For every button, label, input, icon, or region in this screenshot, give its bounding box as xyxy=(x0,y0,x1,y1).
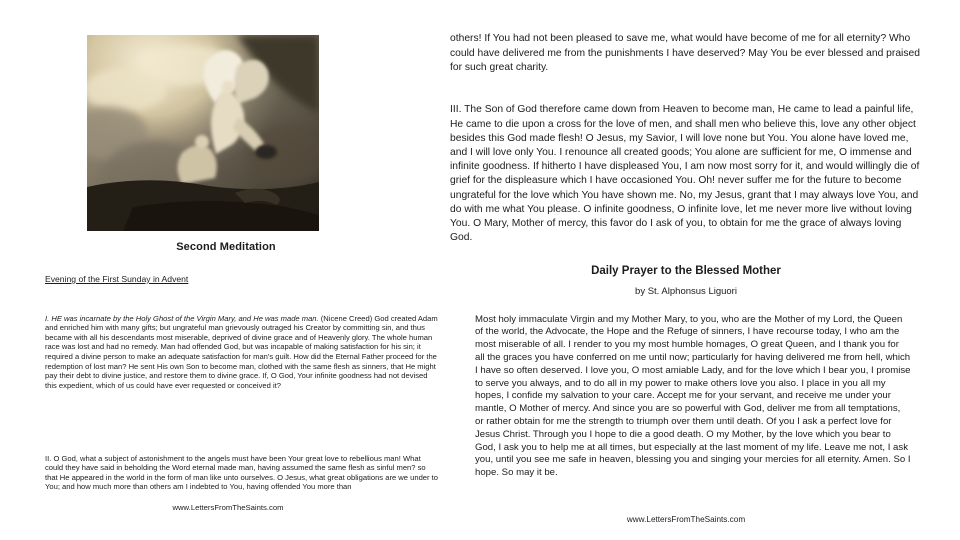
angel-painting-illustration xyxy=(87,35,319,231)
meditation-paragraph-3: III. The Son of God therefore came down from Heaven to become man, He came to lead a painful life, He came to die upon a cross for the love of men, and shall men who believe this, love any other object besides this God made flesh! O Jesus, my Savior, I will love none but You. You alone have loved me, and I will love only You. I renounce all created goods; You alone are sufficient for me, O immense and infinite goodness. If hitherto I have displeased You, I am now most sorry for it, and would willingly die of grief for the displeasure which I have occasioned You. Oh! never suffer me for the future to become ungrateful for the love which You have shown me. No, my Jesus, grant that I may always love You, and do with me what You please. O infinite goodness, O infinite love, let me never more live without loving You. O Mary, Mother of mercy, this favor do I ask of you, to obtain for me the grace of always loving God. xyxy=(450,104,920,244)
prayer-text: Most holy immaculate Virgin and my Mother Mary, to you, who are the Mother of my Lord, the Queen of the world, the Advocate, the Hope and the Refuge of sinners, I have recourse today, I who am the most miserable of all. I render to you my most humble homages, O great Queen, and I thank you for all the graces you have conferred on me until now; particularly for having delivered me from hell, which I have so often deserved. I love you, O most amiable Lady, and for the love which I bear you, I promise to serve you always, and to do all in my power to make others love you also. I place in you all my hopes, I confide my salvation to your care. Accept me for your servant, and receive me under your mantle, O Mother of mercy. And since you are so powerful with God, deliver me from all temptations, or rather obtain for me the strength to triumph over them until death. Of you I ask a perfect love for Jesus Christ. Through you I hope to die a good death. O my Mother, by the love which you bear to God, I ask you to help me at all times, but especially at the last moment of my life. Leave me not, I ask you, until you see me safe in heaven, blessing you and singing your mercies for all eternity. Amen. So I hope. So may it be. xyxy=(475,313,911,479)
meditation-painting xyxy=(87,35,319,231)
meditation-paragraph-1 xyxy=(45,314,438,391)
meditation-paragraph-2-continued: others! If You had not been pleased to save me, what would have become of me for all eternity? Who could have delivered me from the punishments I have deserved? May You be ever blessed and praised for such great charity. xyxy=(450,33,920,73)
left-footer-url[interactable]: www.LettersFromTheSaints.com xyxy=(172,503,284,512)
nicene-creed-quote: I. HE was incarnate by the Holy Ghost of the Virgin Mary, and He was made man. xyxy=(45,313,319,323)
prayer-title: Daily Prayer to the Blessed Mother xyxy=(591,265,781,277)
meditation-title: Second Meditation xyxy=(176,241,276,253)
meditation-subtitle: Evening of the First Sunday in Advent xyxy=(45,274,189,284)
meditation-paragraph-1-body: (Nicene Creed) God created Adam and enriched him with many gifts; but ungrateful man grievously outraged his Creator by committing sin, and thus became with all his descendants most miserable, deprived of divine grace and of Heavenly glory. The whole human race was lost and had no remedy. Man had offended God, but was incapable of making satisfaction for his sin; it required a divine person to make an adequate satisfaction for man's guilt. How did the Eternal Father proceed for the redemption of lost man? He sent His own Son to become man, clothed with the same flesh as sinners, that He might pay their debt to divine justice, and restore them to divine grace. If, O God, Your infinite goodness had not devised this expedient, which of us could have ever requested or conceived it? xyxy=(45,313,438,390)
meditation-paragraph-2: II. O God, what a subject of astonishment to the angels must have been Your great love to rebellious man! What could they have said in beholding the Word eternal made man, having assumed the same flesh as sinful men? so that He appeared in the world in the form of man like unto ourselves. O Jesus, what great obligations are we under to You; and how much more than others am I indebted to You, having offended You more than xyxy=(45,453,438,492)
prayer-author: by St. Alphonsus Liguori xyxy=(635,286,737,297)
left-page xyxy=(45,0,438,540)
right-footer-url[interactable]: www.LettersFromTheSaints.com xyxy=(626,515,746,524)
right-page xyxy=(450,0,922,540)
